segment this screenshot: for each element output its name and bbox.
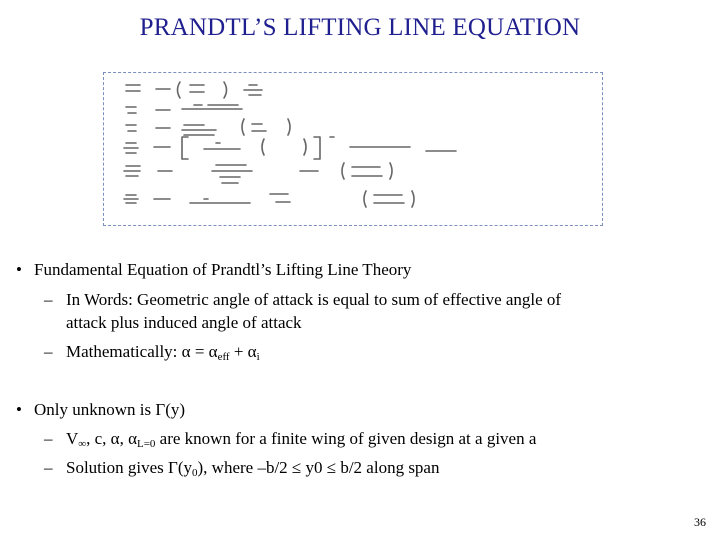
sub-bullet-dash: –: [44, 429, 53, 448]
alpha-equation: α = α: [181, 342, 218, 361]
known-text: are known for a finite wing of given design at a given a: [155, 429, 537, 448]
slide-title: PRANDTL’S LIFTING LINE EQUATION: [139, 14, 581, 41]
bullet-1-text: Fundamental Equation of Prandtl’s Lifting Line Theory: [34, 260, 412, 279]
c-alpha-list: , c, α, α: [86, 429, 137, 448]
l0-subscript: L=0: [136, 438, 156, 450]
zero-subscript: 0: [192, 467, 198, 479]
bullet-1-sub-1-line-2: attack plus induced angle of attack: [66, 313, 302, 332]
sub-bullet-dash: –: [44, 342, 53, 361]
bullet-1-sub-1-line-1: In Words: Geometric angle of attack is equal to sum of effective angle of: [66, 290, 562, 309]
bullet-dot: •: [16, 260, 22, 279]
sub-bullet-dash: –: [44, 458, 53, 477]
bullet-2-prefix: Only unknown is: [34, 400, 156, 419]
plus-alpha: + α: [229, 342, 257, 361]
bullet-2-sub-1: [66, 429, 536, 454]
bullet-2-text: [34, 400, 185, 420]
v-symbol: V: [66, 429, 79, 448]
infinity-subscript: ∞: [78, 438, 87, 450]
bullet-2-sub-2: [66, 458, 439, 483]
solution-prefix: Solution gives Γ(y: [66, 458, 192, 477]
gamma-y: Γ(y): [155, 400, 186, 419]
bullet-dot: •: [16, 400, 22, 419]
sub-bullet-dash: –: [44, 290, 53, 309]
i-subscript: i: [256, 351, 260, 363]
bullet-1-sub-2: [66, 342, 260, 367]
eff-subscript: eff: [217, 351, 230, 363]
page-number: 36: [694, 515, 706, 529]
solution-rest: ), where –b/2 ≤ y0 ≤ b/2 along span: [197, 458, 440, 477]
math-prefix: Mathematically:: [66, 342, 182, 361]
